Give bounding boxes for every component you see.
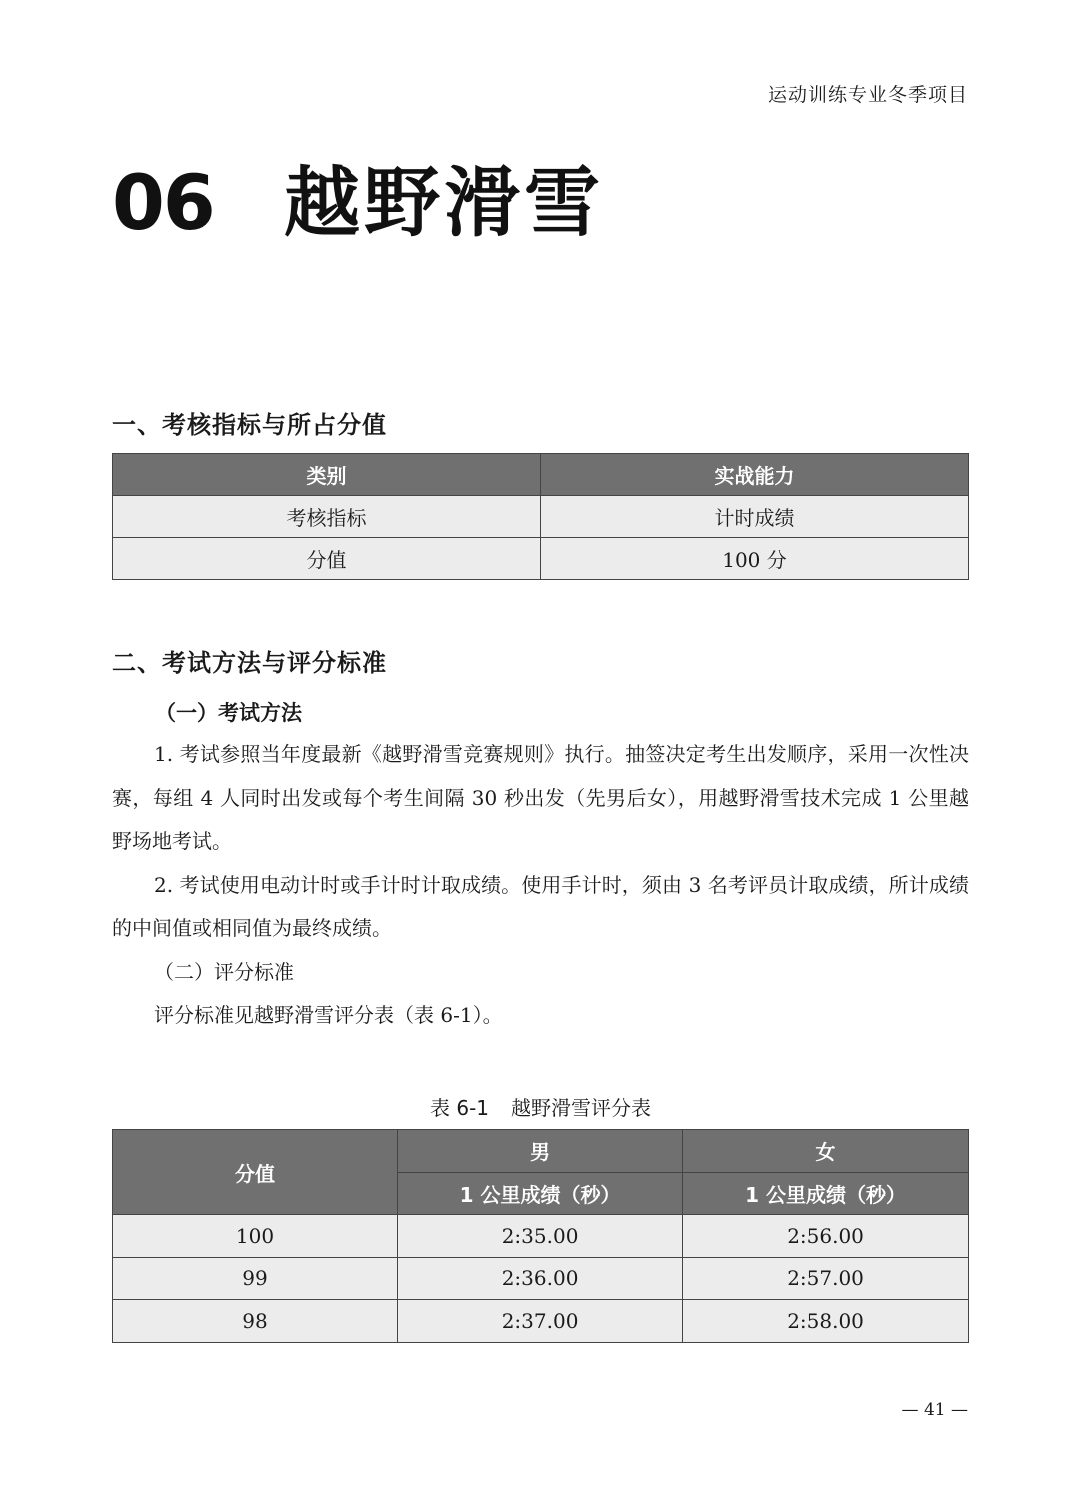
indicator-table [112,453,969,580]
page-number: — 41 — [901,1400,968,1420]
chapter-title: 越野滑雪 [284,158,604,247]
table-cell: 计时成绩 [541,496,969,538]
table-header-row [113,454,969,496]
header-male-time: 1 公里成绩（秒） [398,1172,683,1215]
table-header-row [113,1130,969,1173]
table-cell: 100 [113,1215,398,1258]
paragraph: 1. 考试参照当年度最新《越野滑雪竞赛规则》执行。抽签决定考生出发顺序，采用一次性决赛，每组 4 人同时出发或每个考生间隔 30 秒出发（先男后女），用越野滑雪技术完成 1 公里越野场地考试。 [112,742,969,853]
table-row [113,1300,969,1343]
paragraph: 评分标准见越野滑雪评分表（表 6-1）。 [154,1003,503,1027]
caption-number: 表 6-1 [429,1096,490,1120]
chapter-heading [112,158,604,248]
table-cell: 2:35.00 [398,1215,683,1258]
header-female: 女 [683,1130,969,1173]
running-head: 运动训练专业冬季项目 [767,84,968,106]
table-cell: 2:57.00 [683,1257,969,1300]
table-row [113,1257,969,1300]
table-cell: 分值 [113,538,541,580]
table-cell: 98 [113,1300,398,1343]
header-female-time: 1 公里成绩（秒） [683,1172,969,1215]
section1-heading: 一、考核指标与所占分值 [112,411,387,439]
table-cell: 2:37.00 [398,1300,683,1343]
section2-heading: 二、考试方法与评分标准 [112,649,387,677]
table-cell: 2:56.00 [683,1215,969,1258]
table-cell: 2:36.00 [398,1257,683,1300]
table-cell: 考核指标 [113,496,541,538]
subsection-scoring: （二）评分标准 [154,959,294,984]
body-text [112,733,969,1038]
header-category: 类别 [113,454,541,496]
caption-title: 越野滑雪评分表 [511,1096,652,1120]
subsection-exam-method: （一）考试方法 [155,701,302,725]
table-cell: 99 [113,1257,398,1300]
chapter-number: 06 [112,158,214,247]
table-cell: 2:58.00 [683,1300,969,1343]
score-table [112,1129,969,1343]
table-row [113,538,969,580]
header-combat-ability: 实战能力 [541,454,969,496]
table-row [113,496,969,538]
table-cell: 100 分 [541,538,969,580]
header-score: 分值 [113,1130,398,1215]
table-caption [112,1092,969,1121]
table-row [113,1215,969,1258]
paragraph: 2. 考试使用电动计时或手计时计取成绩。使用手计时，须由 3 名考评员计取成绩，所计成绩的中间值或相同值为最终成绩。 [112,872,969,940]
header-male: 男 [398,1130,683,1173]
